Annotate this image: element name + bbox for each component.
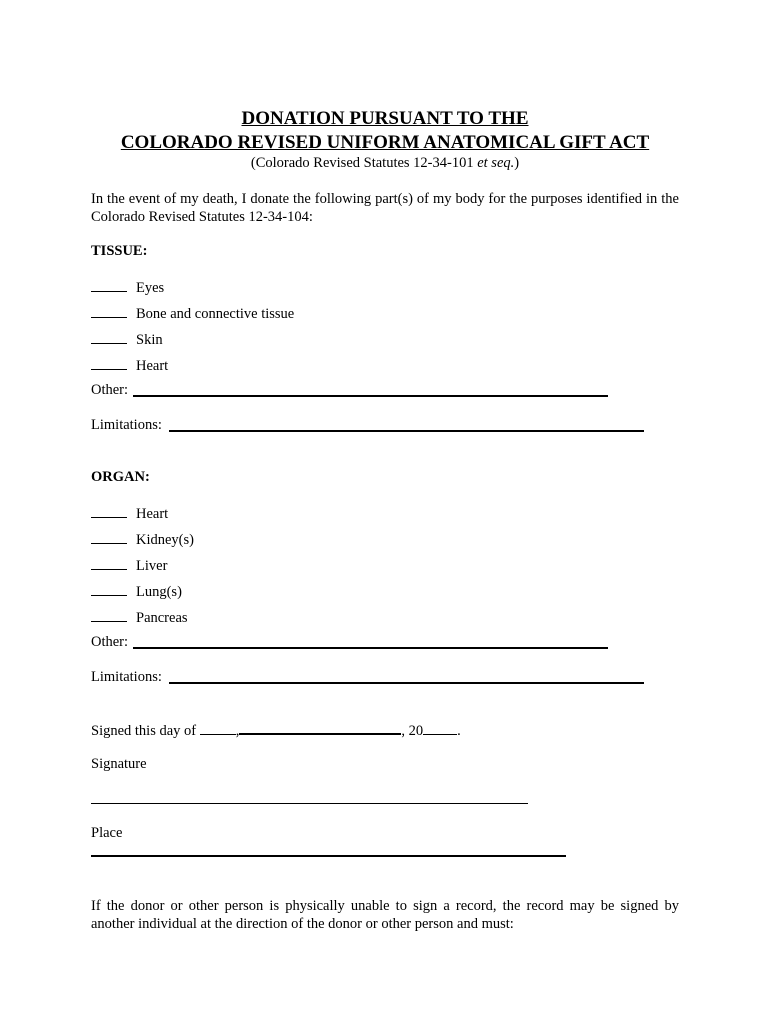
subtitle-suffix: ) <box>514 155 520 171</box>
organ-heading: ORGAN: <box>91 469 150 485</box>
checkbox-blank[interactable] <box>91 355 127 370</box>
tissue-item[interactable] <box>91 355 168 375</box>
tissue-other-field[interactable] <box>133 395 608 397</box>
organ-other-label: Other: <box>91 634 129 650</box>
subtitle-prefix: (Colorado Revised Statutes 12-34-101 <box>250 155 478 171</box>
organ-limitations-field[interactable] <box>169 682 644 684</box>
tissue-item[interactable] <box>91 277 164 297</box>
organ-limitations-label: Limitations: <box>91 669 162 685</box>
title-line-2: COLORADO REVISED UNIFORM ANATOMICAL GIFT ACT <box>120 132 650 153</box>
checkbox-blank[interactable] <box>91 581 127 596</box>
signed-prefix: Signed this day of <box>91 723 197 739</box>
organ-other-field[interactable] <box>133 647 608 649</box>
month-field[interactable] <box>239 720 401 735</box>
organ-item-label: Heart <box>136 506 169 522</box>
day-field[interactable] <box>200 721 236 735</box>
checkbox-blank[interactable] <box>91 555 127 570</box>
subtitle-italic: et seq. <box>477 155 515 171</box>
tissue-limitations-row <box>91 416 162 434</box>
place-label: Place <box>91 825 123 841</box>
signed-date-row: Signed this day of , , 20 . <box>91 720 461 740</box>
tissue-limitations-label: Limitations: <box>91 417 162 433</box>
tissue-item-label: Heart <box>136 358 169 374</box>
tissue-heading: TISSUE: <box>91 243 148 259</box>
signature-label: Signature <box>91 756 147 772</box>
year-field[interactable] <box>423 721 457 735</box>
checkbox-blank[interactable] <box>91 303 127 318</box>
organ-item-label: Pancreas <box>136 610 188 626</box>
organ-item[interactable] <box>91 607 188 627</box>
checkbox-blank[interactable] <box>91 329 127 344</box>
organ-other-row <box>91 633 128 651</box>
organ-item[interactable] <box>91 555 167 575</box>
footer-paragraph: If the donor or other person is physically unable to sign a record, the record may be signed by another individual at the direction of the donor or other person and must: <box>91 898 679 932</box>
checkbox-blank[interactable] <box>91 277 127 292</box>
checkbox-blank[interactable] <box>91 529 127 544</box>
tissue-item-label: Bone and connective tissue <box>136 306 295 322</box>
place-field[interactable] <box>91 855 566 857</box>
checkbox-blank[interactable] <box>91 607 127 622</box>
organ-item[interactable] <box>91 503 168 523</box>
tissue-other-label: Other: <box>91 382 129 398</box>
tissue-item[interactable] <box>91 329 163 349</box>
tissue-item-label: Eyes <box>136 280 165 296</box>
tissue-item[interactable] <box>91 303 294 323</box>
organ-limitations-row <box>91 668 162 686</box>
signature-field[interactable] <box>91 803 528 804</box>
checkbox-blank[interactable] <box>91 503 127 518</box>
title-line-1: DONATION PURSUANT TO THE <box>241 108 529 129</box>
organ-item-label: Lung(s) <box>136 584 182 600</box>
intro-paragraph: In the event of my death, I donate the following part(s) of my body for the purposes identified in the Colorado Revised Statutes 12-34-104: <box>91 191 679 225</box>
signed-year-prefix: 20 <box>408 723 424 739</box>
organ-item[interactable] <box>91 581 182 601</box>
organ-item-label: Liver <box>136 558 168 574</box>
tissue-item-label: Skin <box>136 332 163 348</box>
organ-item-label: Kidney(s) <box>136 532 194 548</box>
tissue-other-row <box>91 381 128 399</box>
organ-item[interactable] <box>91 529 194 549</box>
tissue-limitations-field[interactable] <box>169 430 644 432</box>
statute-reference <box>0 154 770 172</box>
